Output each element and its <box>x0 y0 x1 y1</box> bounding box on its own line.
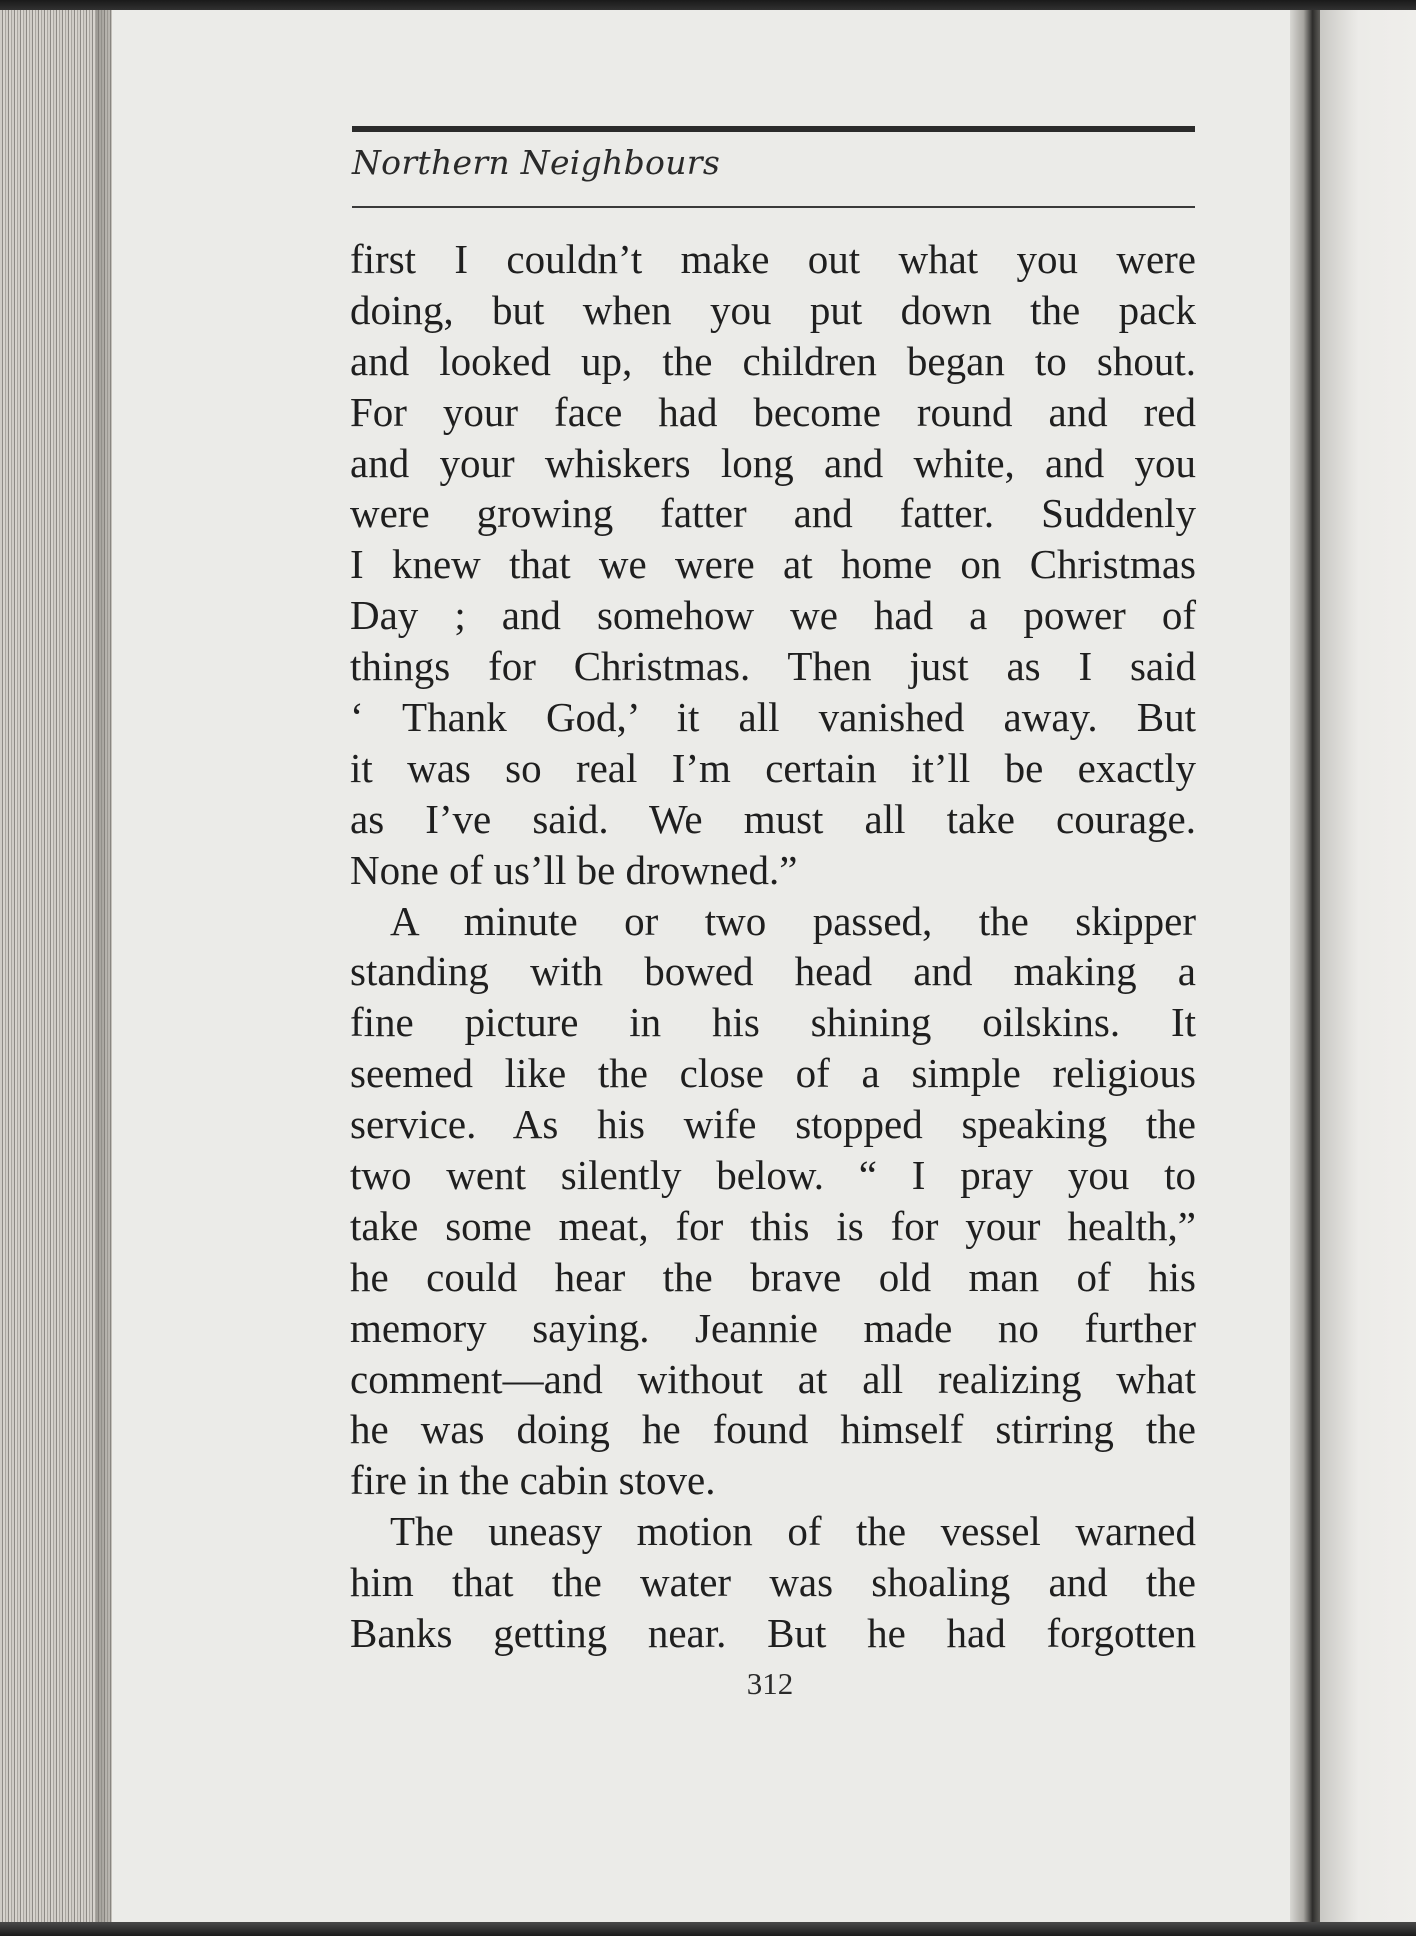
text-line: service. As his wife stopped speaking the <box>350 1101 1196 1148</box>
text-line: were growing fatter and fatter. Suddenly <box>350 490 1196 537</box>
text-line: Banks getting near. But he had forgotten <box>350 1610 1196 1657</box>
text-line-paragraph-start: The uneasy motion of the vessel warned <box>390 1508 1196 1555</box>
header-rule-bottom <box>352 206 1195 208</box>
running-head: Northern Neighbours <box>352 143 721 182</box>
text-line: For your face had become round and red <box>350 388 1196 435</box>
book-gutter <box>1290 10 1320 1926</box>
text-line: I knew that we were at home on Christmas <box>350 541 1196 588</box>
text-line: standing with bowed head and making a <box>350 948 1196 995</box>
text-line: Day ; and somehow we had a power of <box>350 592 1196 639</box>
text-line: doing, but when you put down the pack <box>350 286 1196 333</box>
text-line: as I’ve said. We must all take courage. <box>350 795 1196 842</box>
text-line: things for Christmas. Then just as I said <box>350 643 1196 690</box>
text-line: and your whiskers long and white, and you <box>350 439 1196 486</box>
text-line: ‘ Thank God,’ it all vanished away. But <box>350 694 1196 741</box>
text-line: two went silently below. “ I pray you to <box>350 1152 1196 1199</box>
text-line-paragraph-end: None of us’ll be drowned.” <box>350 846 798 893</box>
text-line-paragraph-start: A minute or two passed, the skipper <box>390 897 1196 944</box>
text-line: memory saying. Jeannie made no further <box>350 1304 1196 1351</box>
text-line: first I couldn’t make out what you were <box>350 236 1196 282</box>
text-line: he was doing he found himself stirring the <box>350 1406 1196 1453</box>
text-line: comment—and without at all realizing what <box>350 1355 1196 1402</box>
text-line: seemed like the close of a simple religious <box>350 1050 1196 1097</box>
text-line: it was so real I’m certain it’ll be exactly <box>350 744 1196 791</box>
text-line: and looked up, the children began to shout. <box>350 337 1196 384</box>
body-text <box>350 234 1196 1659</box>
page-number: 312 <box>746 1666 794 1701</box>
header-rule-top <box>352 126 1195 132</box>
text-line: he could hear the brave old man of his <box>350 1253 1196 1300</box>
facing-page-edge <box>1320 10 1416 1926</box>
text-line: fine picture in his shining oilskins. It <box>350 999 1196 1046</box>
text-line: him that the water was shoaling and the <box>350 1559 1196 1606</box>
text-line: take some meat, for this is for your health,” <box>350 1202 1196 1249</box>
text-line-paragraph-end: fire in the cabin stove. <box>350 1457 716 1504</box>
frame-bottom-edge <box>0 1922 1416 1936</box>
